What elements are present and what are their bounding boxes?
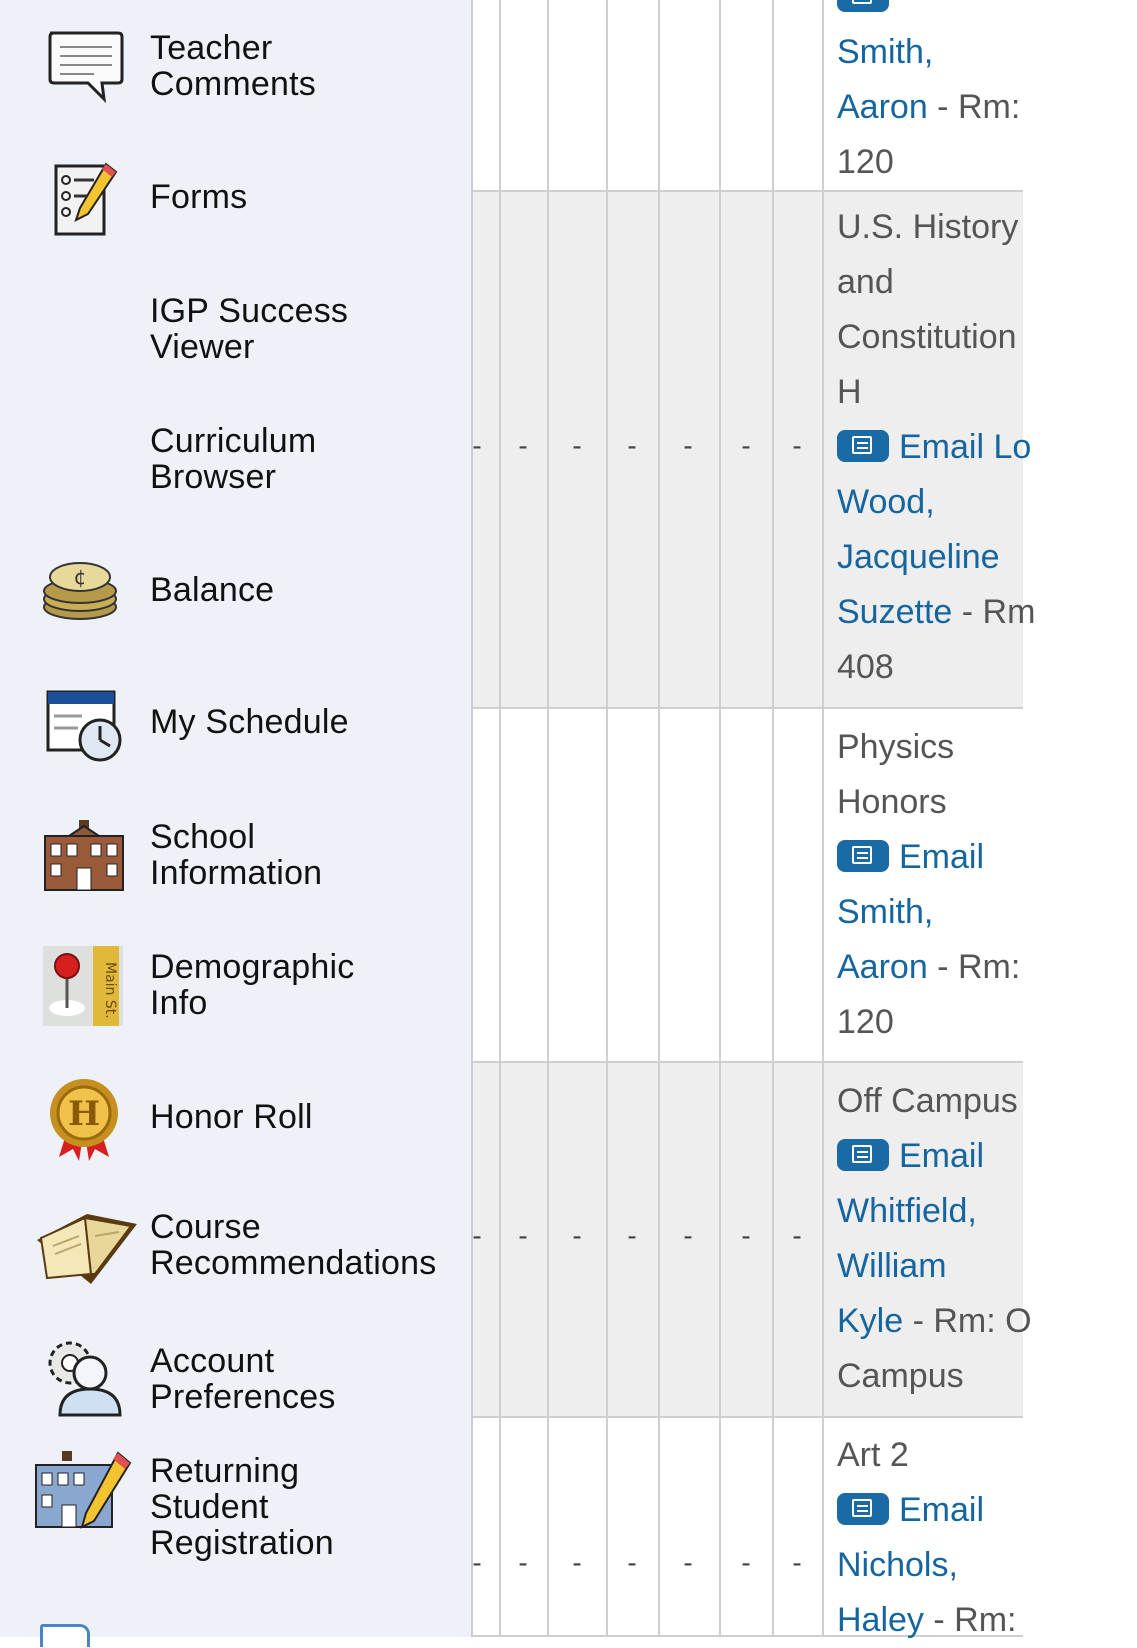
user-gear-icon [34,1332,134,1424]
sidebar-item-label: Balance [150,571,275,609]
schedule-table [472,0,1036,1639]
teacher-link[interactable]: Wood, Jacqueline Suzette [837,483,1000,631]
sidebar-item-label: Account Preferences [150,1342,336,1416]
column-divider [658,0,660,1637]
teacher-link[interactable]: Whitfield, William Kyle [837,1192,977,1340]
empty-cell-dash: - [792,1220,802,1251]
sidebar-item-forms[interactable] [0,150,470,245]
email-link[interactable]: Email [899,1137,985,1175]
teacher-link[interactable]: Smith, Aaron [837,893,934,986]
svg-text:Main St.: Main St. [102,962,118,1019]
email-link[interactable]: Email [899,1491,985,1529]
empty-cell-dash: - [572,1547,582,1578]
svg-text:¢: ¢ [73,565,87,589]
sidebar-item-course-recommendations[interactable] [0,1200,470,1295]
empty-cell-dash: - [472,1547,482,1578]
sidebar-item-label: Teacher Comments [150,29,316,103]
sidebar-item-label: Honor Roll [150,1098,313,1136]
course-cell [837,1428,1137,1648]
sidebar-item-balance[interactable] [0,545,470,635]
room-text: - Rm: 120 [837,88,1021,181]
email-badge-icon[interactable] [837,430,889,462]
empty-cell-dash: - [627,430,637,461]
column-divider [772,0,774,1637]
sidebar-item-teacher-comments[interactable] [0,20,470,110]
column-divider [606,0,608,1637]
column-divider [499,0,501,1637]
sidebar-item-label: Demographic Info [150,948,355,1022]
empty-cell-dash: - [518,1220,528,1251]
form-checklist-icon [34,152,134,244]
schedule-clock-icon [34,677,134,769]
empty-cell-dash: - [683,1547,693,1578]
open-book-icon [36,1202,136,1294]
coins-icon [30,544,130,636]
sidebar-item-demographic-info[interactable] [0,940,470,1030]
sidebar-item-label: Curriculum Browser [150,422,317,496]
teacher-link[interactable]: Nichols, Haley [837,1546,958,1639]
empty-cell-dash: - [627,1547,637,1578]
sidebar-item-school-information[interactable] [0,810,470,900]
sidebar-item-honor-roll[interactable] [0,1070,470,1165]
svg-text:H: H [67,1093,101,1134]
empty-cell-dash: - [472,1220,482,1251]
email-link[interactable]: Email Lo [899,428,1032,466]
empty-cell-dash: - [518,430,528,461]
column-divider [547,0,549,1637]
school-building-icon [34,809,134,901]
partial-icon [40,1624,90,1647]
sidebar-item-label: IGP Success Viewer [150,292,349,366]
course-name: Off Campus [837,1082,1018,1120]
sidebar-item-label: Returning Student Registration [150,1452,334,1562]
empty-cell-dash: - [683,1220,693,1251]
email-link[interactable]: Email [899,838,985,876]
teacher-link[interactable]: Smith, Aaron [837,33,934,126]
medal-icon [34,1072,134,1164]
sidebar-item-igp-success-viewer[interactable] [0,285,470,365]
empty-cell-dash: - [472,430,482,461]
empty-cell-dash: - [683,430,693,461]
empty-cell-dash: - [741,430,751,461]
course-name: Physics Honors [837,728,955,821]
sidebar-item-curriculum-browser[interactable] [0,415,470,495]
column-divider [719,0,721,1637]
empty-cell-dash: - [572,430,582,461]
empty-cell-dash: - [792,430,802,461]
empty-cell-dash: - [741,1220,751,1251]
course-name: Art 2 [837,1436,909,1474]
sidebar-item-label: School Information [150,818,323,892]
room-text: - Rm: 120 [837,948,1021,1041]
sidebar-nav [0,0,473,1637]
course-cell [837,0,1137,190]
email-badge-icon[interactable] [837,0,889,12]
column-divider [822,0,824,1637]
room-text: - Rm 408 [837,593,1036,686]
room-text: - Rm: [923,1601,1017,1639]
empty-cell-dash: - [792,1547,802,1578]
course-cell [837,1074,1137,1404]
sidebar-item-account-preferences[interactable] [0,1330,470,1425]
empty-cell-dash: - [518,1547,528,1578]
empty-cell-dash: - [741,1547,751,1578]
email-badge-icon[interactable] [837,1139,889,1171]
email-badge-icon[interactable] [837,840,889,872]
sidebar-item-my-schedule[interactable] [0,675,470,770]
empty-cell-dash: - [627,1220,637,1251]
school-pencil-icon [34,1445,134,1537]
course-cell [837,200,1137,695]
comment-bubble-icon [34,19,134,111]
map-pin-icon [30,939,130,1031]
sidebar-item-returning-student-registration[interactable] [0,1445,470,1570]
course-cell [837,720,1137,1050]
sidebar-item-label: My Schedule [150,703,349,741]
sidebar-item-label: Forms [150,178,248,216]
course-name: U.S. History and Constitution H [837,208,1019,411]
sidebar-item-label: Course Recommendations [150,1208,437,1282]
email-badge-icon[interactable] [837,1493,889,1525]
empty-cell-dash: - [572,1220,582,1251]
room-text: - Rm: O Campus [837,1302,1032,1395]
